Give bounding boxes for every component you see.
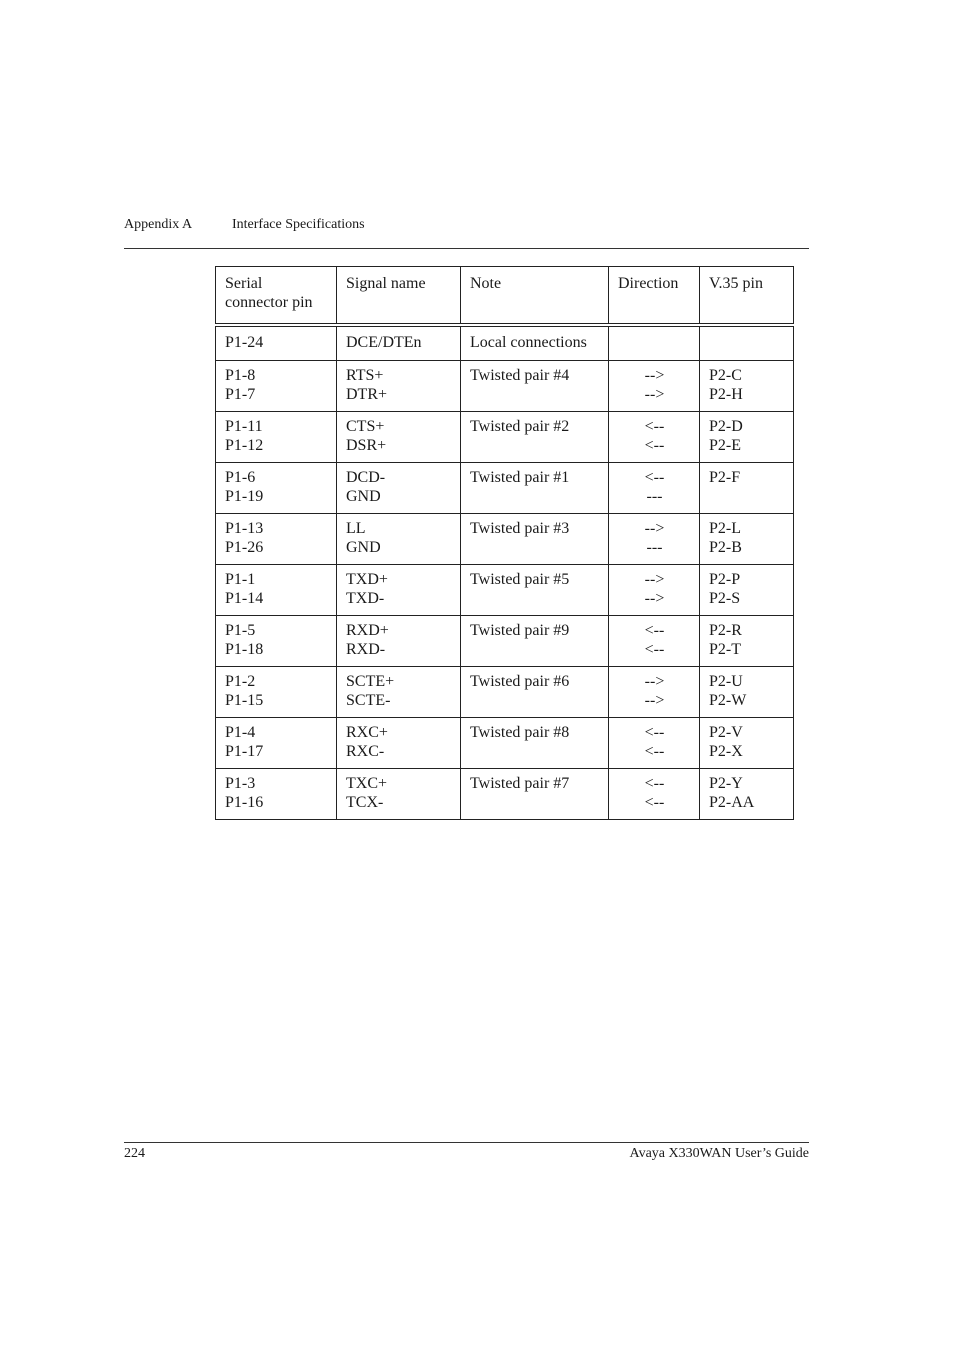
serial-pin-line: P1-1 [225,571,256,588]
serial-pin-line: P1-26 [225,539,264,556]
cell-v35-pin [700,769,794,820]
table-row [216,325,794,361]
cell-v35-pin [700,463,794,514]
serial-pin-line: P1-11 [225,418,263,435]
v35-pin-line: P2-F [709,469,741,486]
cell-note: Twisted pair #5 [461,565,609,616]
direction-line: <-- [644,469,665,486]
running-header [124,214,809,249]
v35-pin-line: P2-W [709,692,747,709]
serial-pin-line: P1-16 [225,794,264,811]
cell-v35-pin [700,616,794,667]
signal-name-line: TCX- [346,794,384,811]
section-label: Appendix A [124,217,193,232]
serial-pin-line: P1-12 [225,437,264,454]
serial-pin-line: P1-5 [225,622,256,639]
v35-pin-line: P2-R [709,622,742,639]
cell-direction [609,718,700,769]
v35-pin-line: P2-V [709,724,743,741]
v35-pin-line: P2-Y [709,775,743,792]
cell-note: Local connections [461,325,609,361]
cell-v35-pin [700,718,794,769]
v35-pin-line: P2-C [709,367,742,384]
signal-name-line: RTS+ [346,367,384,384]
signal-name-line: DSR+ [346,437,387,454]
cell-direction [609,616,700,667]
cell-direction [609,412,700,463]
direction-line: <-- [644,437,665,454]
cell-v35-pin [700,565,794,616]
cell-serial-pin [216,718,337,769]
cell-note: Twisted pair #9 [461,616,609,667]
column-header-v35-pin: V.35 pin [700,267,794,326]
cell-signal-name [337,514,461,565]
cell-signal-name [337,325,461,361]
signal-name-line: TXD+ [346,571,388,588]
column-header-direction: Direction [609,267,700,326]
direction-line: --- [646,488,663,505]
table-body [216,325,794,820]
v35-pin-line: P2-D [709,418,743,435]
cell-serial-pin [216,616,337,667]
cell-serial-pin [216,769,337,820]
signal-name-line: SCTE+ [346,673,395,690]
serial-pin-line: P1-24 [225,334,264,351]
cell-signal-name [337,769,461,820]
cell-direction [609,769,700,820]
column-header-serial-pin: Serial connector pin [216,267,337,326]
serial-pin-line: P1-19 [225,488,264,505]
cell-serial-pin [216,463,337,514]
v35-pin-line: P2-H [709,386,743,403]
table-row [216,412,794,463]
direction-line: --> [644,571,665,588]
cell-direction [609,361,700,412]
cell-serial-pin [216,325,337,361]
serial-pin-line: P1-17 [225,743,264,760]
signal-name-line: DTR+ [346,386,388,403]
direction-line: <-- [644,724,665,741]
direction-line: --> [644,386,665,403]
cell-signal-name [337,361,461,412]
table-header-row [216,267,794,326]
cell-serial-pin [216,667,337,718]
v35-pin-line: P2-T [709,641,741,658]
direction-line: <-- [644,775,665,792]
table-row [216,514,794,565]
table-row [216,769,794,820]
cell-serial-pin [216,514,337,565]
direction-line: --> [644,520,665,537]
v35-pin-line: P2-P [709,571,741,588]
v35-pin-line: P2-L [709,520,741,537]
serial-pin-line: P1-3 [225,775,256,792]
cell-v35-pin [700,514,794,565]
signal-name-line: TXD- [346,590,385,607]
cell-direction [609,325,700,361]
v35-pin-line: P2-X [709,743,743,760]
cell-signal-name [337,616,461,667]
signal-name-line: SCTE- [346,692,391,709]
cell-v35-pin [700,667,794,718]
direction-line: <-- [644,418,665,435]
cell-note: Twisted pair #4 [461,361,609,412]
v35-pin-line: P2-E [709,437,741,454]
cell-note: Twisted pair #3 [461,514,609,565]
serial-pin-line: P1-8 [225,367,256,384]
table-row [216,361,794,412]
cell-serial-pin [216,412,337,463]
direction-line: --> [644,590,665,607]
signal-name-line: RXD- [346,641,386,658]
signal-name-line: GND [346,539,381,556]
serial-pin-line: P1-4 [225,724,256,741]
v35-pin-line: P2-U [709,673,743,690]
cell-serial-pin [216,565,337,616]
signal-name-line: DCE/DTEn [346,334,422,351]
cell-v35-pin [700,412,794,463]
signal-name-line: TXC+ [346,775,388,792]
signal-name-line: CTS+ [346,418,385,435]
serial-pin-line: P1-7 [225,386,256,403]
cell-signal-name [337,718,461,769]
v35-pin-line: P2-S [709,590,741,607]
serial-pin-line: P1-18 [225,641,264,658]
signal-name-line: RXD+ [346,622,389,639]
cell-direction [609,667,700,718]
signal-name-line: RXC+ [346,724,388,741]
signal-name-line: RXC- [346,743,385,760]
table-row [216,463,794,514]
signal-name-line: LL [346,520,366,537]
signal-name-line: GND [346,488,381,505]
direction-line: --> [644,673,665,690]
cell-serial-pin [216,361,337,412]
direction-line: --- [646,539,663,556]
running-footer [124,1142,809,1161]
cell-direction [609,565,700,616]
direction-line: --> [644,367,665,384]
v35-pin-line: P2-AA [709,794,755,811]
cell-note: Twisted pair #2 [461,412,609,463]
v35-pin-line: P2-B [709,539,742,556]
cell-signal-name [337,565,461,616]
cell-v35-pin [700,361,794,412]
serial-pin-line: P1-6 [225,469,256,486]
cell-v35-pin [700,325,794,361]
serial-pin-line: P1-15 [225,692,264,709]
cell-signal-name [337,463,461,514]
direction-line: <-- [644,641,665,658]
column-header-note: Note [461,267,609,326]
serial-pin-line: P1-14 [225,590,264,607]
table-row [216,565,794,616]
serial-pin-line: P1-13 [225,520,264,537]
table-row [216,616,794,667]
serial-pin-line: P1-2 [225,673,256,690]
cell-signal-name [337,667,461,718]
cell-signal-name [337,412,461,463]
table-row [216,667,794,718]
signal-name-line: DCD- [346,469,386,486]
cell-direction [609,514,700,565]
book-title: Avaya X330WAN User’s Guide [629,1146,809,1161]
table-row [216,718,794,769]
column-header-signal-name: Signal name [337,267,461,326]
direction-line: --> [644,692,665,709]
cell-note: Twisted pair #6 [461,667,609,718]
page-number: 224 [124,1146,145,1161]
pinout-table [215,266,794,820]
cell-note: Twisted pair #8 [461,718,609,769]
cell-direction [609,463,700,514]
cell-note: Twisted pair #1 [461,463,609,514]
direction-line: <-- [644,622,665,639]
cell-note: Twisted pair #7 [461,769,609,820]
chapter-title: Interface Specifications [232,217,365,232]
direction-line: <-- [644,743,665,760]
direction-line: <-- [644,794,665,811]
